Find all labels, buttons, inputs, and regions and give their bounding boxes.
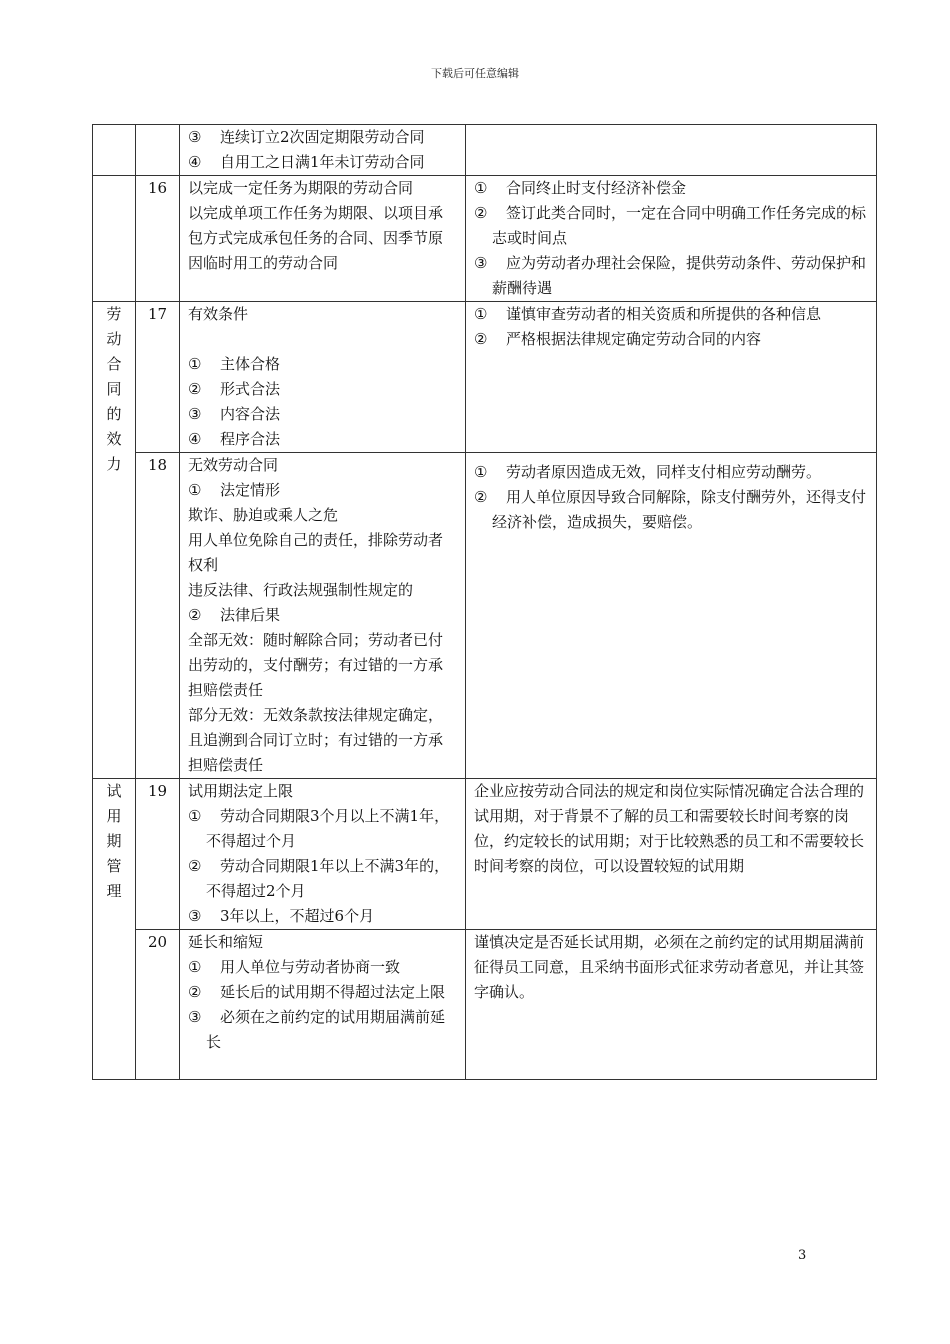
list-item: 试用期法定上限 [188,782,294,800]
list-item: ① 劳动合同期限3个月以上不满1年，不得超过个月 [188,807,450,850]
note-item: 谨慎决定是否延长试用期，必须在之前约定的试用期届满前征得员工同意，且采纳书面形式征求劳动者意见，并让其签字确认。 [474,933,865,1001]
list-item: ④ 自用工之日满1年未订劳动合同 [188,153,425,171]
number-cell: 19 [136,779,180,930]
list-item: 有效条件 [188,305,249,323]
list-item: ② 法律后果 [188,606,281,624]
note-item: ② 严格根据法律规定确定劳动合同的内容 [474,330,762,348]
note-cell [466,779,877,930]
list-item [188,327,457,352]
category-cell [93,125,136,176]
list-item: ① 主体合格 [188,355,281,373]
note-cell [466,176,877,302]
note-cell [466,930,877,1080]
table-row [93,453,877,779]
list-item: ③ 3年以上，不超过6个月 [188,907,375,925]
list-item: 延长和缩短 [188,933,264,951]
category-label: 劳动合同的效力 [106,305,122,473]
item-cell [180,176,466,302]
list-item: 无效劳动合同 [188,456,279,474]
item-cell [180,125,466,176]
list-item: 欺诈、胁迫或乘人之危 [188,506,339,524]
note-item: 企业应按劳动合同法的规定和岗位实际情况确定合法合理的试用期，对于背景不了解的员工和需要较长时间考察的岗位，约定较长的试用期；对于比较熟悉的员工和不需要较长 时间考察的岗位，可以设置较短的试用期 [474,782,865,875]
note-item: ① 劳动者原因造成无效，同样支付相应劳动酬劳。 [474,463,822,481]
item-cell [180,779,466,930]
list-item: ④ 程序合法 [188,430,281,448]
list-item: 部分无效：无效条款按法律规定确定，且追溯到合同订立时；有过错的一方承担赔偿责任 [188,706,444,774]
category-cell [93,302,136,779]
list-item: 全部无效：随时解除合同；劳动者已付出劳动的，支付酬劳；有过错的一方承担赔偿责任 [188,631,444,699]
table-row [93,779,877,930]
list-item: 用人单位免除自己的责任，排除劳动者权利 [188,531,444,574]
list-item: ② 形式合法 [188,380,281,398]
list-item: 以完成单项工作任务为期限、以项目承包方式完成承包任务的合同、因季节原因临时用工的劳动合同 [188,204,444,272]
table-row [93,176,877,302]
number-cell [136,125,180,176]
list-item: ① 法定情形 [188,481,281,499]
note-item: ③ 应为劳动者办理社会保险，提供劳动条件、劳动保护和薪酬待遇 [474,254,867,297]
item-cell [180,302,466,453]
contract-table [92,124,877,1080]
table-row [93,930,877,1080]
number-cell: 18 [136,453,180,779]
note-cell [466,302,877,453]
category-cell [93,779,136,1080]
note-item: ① 谨慎审查劳动者的相关资质和所提供的各种信息 [474,305,822,323]
list-item: 以完成一定任务为期限的劳动合同 [188,179,414,197]
page-header: 下载后可任意编辑 [431,67,519,80]
item-cell [180,930,466,1080]
category-cell [93,176,136,302]
list-item: ② 劳动合同期限1年以上不满3年的，不得超过2个月 [188,857,450,900]
list-item: ② 延长后的试用期不得超过法定上限 [188,983,446,1001]
number-cell: 20 [136,930,180,1080]
note-item: ① 合同终止时支付经济补偿金 [474,179,687,197]
table-row [93,125,877,176]
table-row [93,302,877,453]
number-cell: 16 [136,176,180,302]
note-item: ② 用人单位原因导致合同解除，除支付酬劳外，还得支付经济补偿，造成损失，要赔偿。 [474,488,867,531]
list-item: 违反法律、行政法规强制性规定的 [188,581,414,599]
note-item: ② 签订此类合同时，一定在合同中明确工作任务完成的标志或时间点 [474,204,867,247]
category-label: 试用期管理 [106,782,122,900]
note-cell [466,125,877,176]
list-item: ① 用人单位与劳动者协商一致 [188,958,401,976]
note-cell [466,453,877,779]
list-item: ③ 连续订立2次固定期限劳动合同 [188,128,425,146]
number-cell: 17 [136,302,180,453]
page-number: 3 [798,1248,807,1263]
list-item: ③ 必须在之前约定的试用期届满前延长 [188,1008,446,1051]
item-cell [180,453,466,779]
list-item: ③ 内容合法 [188,405,281,423]
